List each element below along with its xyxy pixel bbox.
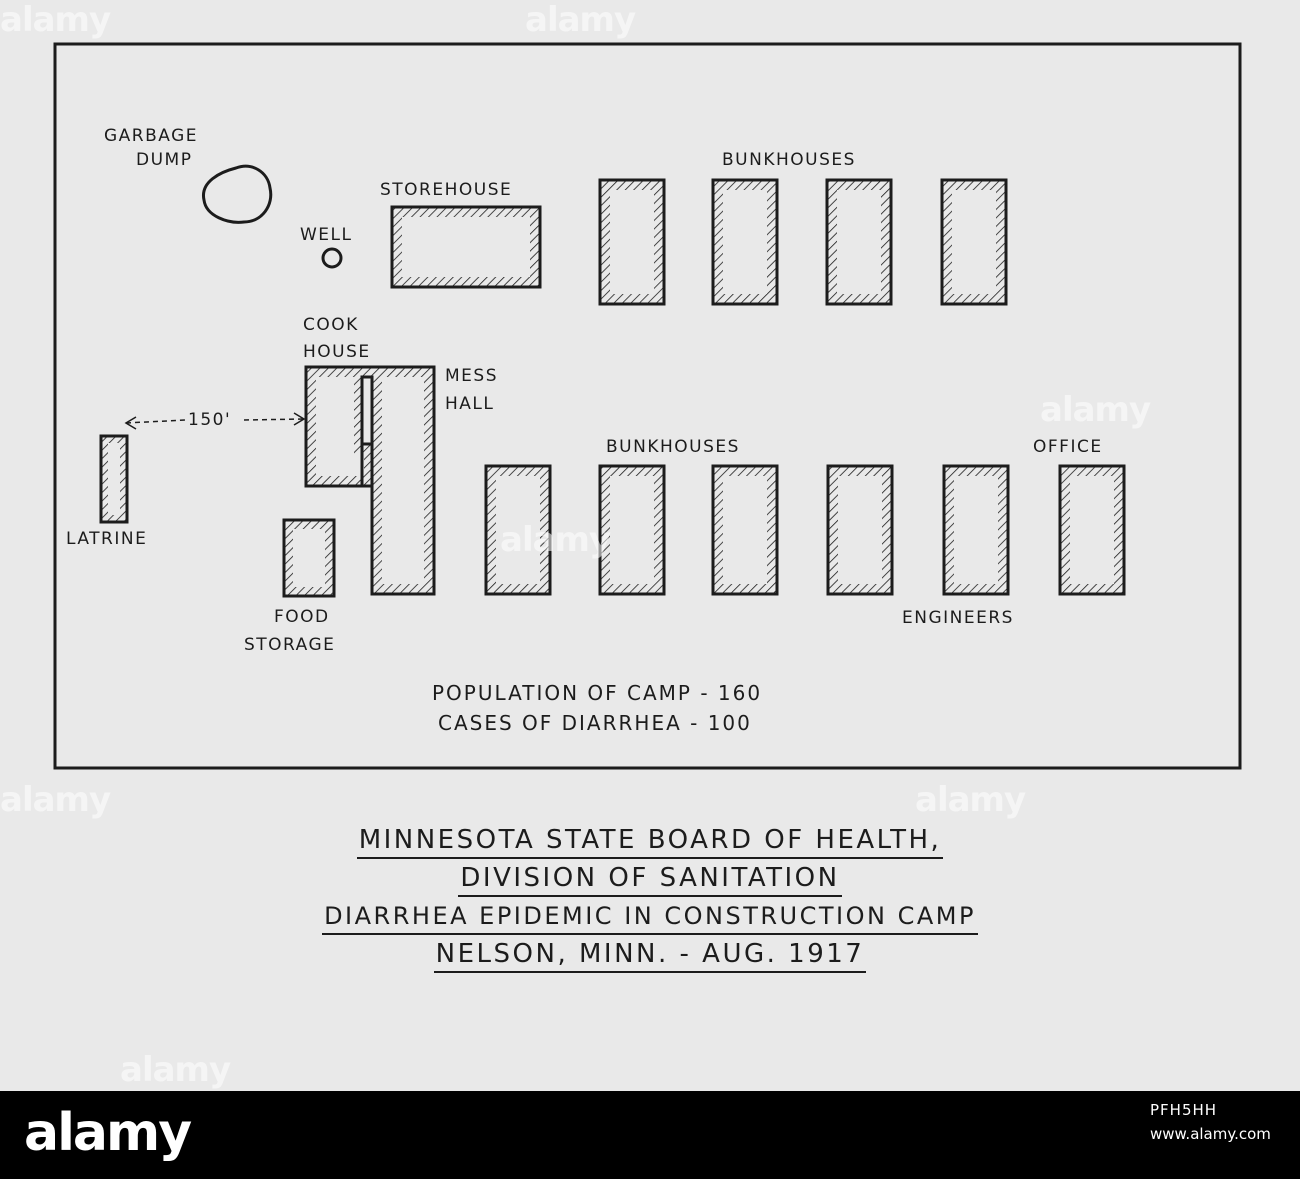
engineers-building: [944, 466, 1008, 594]
bunkhouses-top-label: BUNKHOUSES: [722, 150, 856, 170]
watermark-1: alamy: [0, 0, 111, 40]
well-shape: [323, 249, 341, 267]
bunkhouse-bottom-3: [713, 466, 777, 594]
alamy-logo: alamy: [24, 1103, 191, 1163]
caption-line3: DIARRHEA EPIDEMIC IN CONSTRUCTION CAMP: [322, 900, 978, 935]
garbage-dump-label-line2: DUMP: [136, 150, 193, 170]
bunkhouse-top-3: [827, 180, 891, 304]
latrine-label: LATRINE: [66, 529, 148, 549]
well-label: WELL: [300, 225, 353, 245]
engineers-label: ENGINEERS: [902, 608, 1014, 628]
storehouse-label: STOREHOUSE: [380, 180, 513, 200]
watermark-4: alamy: [0, 780, 111, 820]
food-storage-label-line2: STORAGE: [244, 635, 336, 655]
caption-line2-wrap: [0, 862, 1300, 897]
food-storage-label-line1: FOOD: [274, 607, 330, 627]
cook-house-label-line1: COOK: [303, 315, 359, 335]
office-label: OFFICE: [1033, 437, 1103, 457]
footer-bar: [0, 1091, 1300, 1179]
cases-stat: CASES OF DIARRHEA - 100: [438, 711, 752, 735]
mess-hall-label-line2: HALL: [445, 394, 495, 414]
caption-line2: DIVISION OF SANITATION: [458, 862, 841, 897]
bunkhouse-top-2: [713, 180, 777, 304]
garbage-dump-label-line1: GARBAGE: [104, 126, 199, 146]
image-id: PFH5HH: [1150, 1101, 1218, 1119]
food-storage-building: [284, 520, 334, 596]
watermark-5: alamy: [915, 780, 1026, 820]
office-building: [1060, 466, 1124, 594]
watermark-3: alamy: [1040, 390, 1151, 430]
storehouse-building: [392, 207, 540, 287]
bunkhouse-bottom-4: [828, 466, 892, 594]
caption-line4-wrap: [0, 938, 1300, 973]
bunkhouse-top-4: [942, 180, 1006, 304]
caption-line3-wrap: [0, 900, 1300, 935]
site-url: www.alamy.com: [1150, 1125, 1271, 1143]
mess-hall-label-line1: MESS: [445, 366, 498, 386]
population-stat: POPULATION OF CAMP - 160: [432, 681, 763, 705]
latrine-building: [101, 436, 127, 522]
watermark-6: alamy: [120, 1050, 231, 1090]
watermark-7: alamy: [500, 520, 611, 560]
cook-house-label-line2: HOUSE: [303, 342, 371, 362]
bunkhouses-bottom-label: BUNKHOUSES: [606, 437, 740, 457]
caption-line1: MINNESOTA STATE BOARD OF HEALTH,: [357, 824, 944, 859]
distance-label: 150': [188, 410, 232, 430]
caption-line4: NELSON, MINN. - AUG. 1917: [434, 938, 867, 973]
caption-line1-wrap: [0, 824, 1300, 859]
watermark-2: alamy: [525, 0, 636, 40]
garbage-dump-shape: [203, 166, 270, 222]
bunkhouse-top-1: [600, 180, 664, 304]
